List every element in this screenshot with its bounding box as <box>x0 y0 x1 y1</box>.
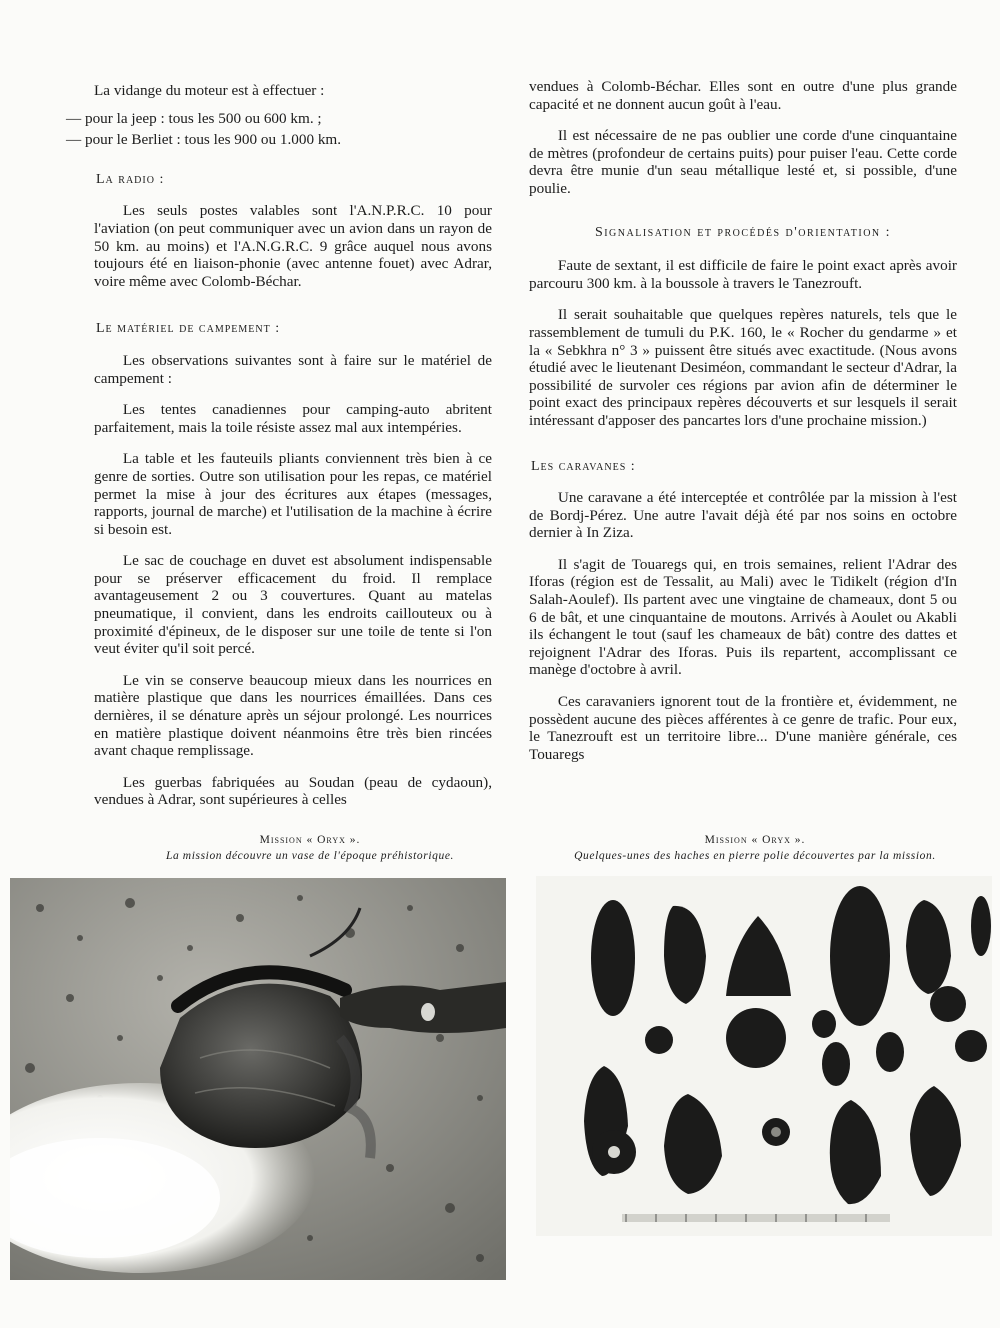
signalisation-paragraph: Il serait souhaitable que quelques repères naturels, tels que le rassemblement de tumuli du P.K. 160, le « Rocher du gendarme » et la « Sebkhra n° 3 » puissent être situés avec exactitude. (Nous avons étudié avec le lieutenant Desiméon, commandant le secteur d'Adrar, la possibilité de survoler ces régions par avion afin de déterminer le point exact des principaux repères découverts et sur lesquels il serait intéressant d'apposer des pancartes lors d'une prochaine mission.) <box>529 306 957 429</box>
campement-paragraph: Les observations suivantes sont à faire sur le matériel de campement : <box>94 351 492 387</box>
figure-caption-left <box>60 832 560 864</box>
stone-axes-illustration <box>536 876 992 1236</box>
stone-axes-photo <box>536 876 992 1236</box>
vase-photo <box>10 878 506 1280</box>
vase-photo-illustration <box>10 878 506 1280</box>
signalisation-paragraph: Faute de sextant, il est difficile de faire le point exact après avoir parcouru 300 km. à la boussole à travers le Tanezrouft. <box>529 257 957 292</box>
campement-paragraph: Le vin se conserve beaucoup mieux dans les nourrices en matière plastique que dans les nourrices émaillées. Dans ces dernières, il se dénature après un séjour prolongé. Les nourrices en matière plastique doivent néanmoins être très bien rincées avant chaque remplissage. <box>94 671 492 760</box>
campement-paragraph: La table et les fauteuils pliants conviennent très bien à ce genre de sorties. Outre son utilisation pour les repas, ce matériel permet la mise à jour des écritures aux étapes (messages, rapports, journal de marche) et l'utilisation de la machine à écrire si besoin est. <box>94 450 492 538</box>
campement-heading: Le matériel de campement : <box>96 321 281 337</box>
vidange-item-berliet: — pour le Berliet : tous les 900 ou 1.000 km. <box>66 131 342 149</box>
figure-title-right: Mission « Oryx ». <box>704 834 806 846</box>
figure-subtitle-left: La mission découvre un vase de l'époque préhistorique. <box>165 850 455 862</box>
caravanes-paragraph: Il s'agit de Touaregs qui, en trois semaines, relient l'Adrar des Iforas (région est de Tessalit, au Mali) avec le Tidikelt (région d'In Salah-Aoulef). Ils partent avec une vingtaine de chameaux, dont 5 ou 6 de bât, et une cinquantaine de moutons. Arrivés à Aoulet ou Akabli ils échangent le tout (sauf les chameaux de bât) contre des dattes et rejoignent l'Adrar des Iforas. Puis ils repartent, accomplissant ce manège d'octobre à avril. <box>529 555 957 679</box>
left-column <box>66 82 492 823</box>
radio-heading: La radio : <box>96 171 165 187</box>
figure-title-left: Mission « Oryx ». <box>259 834 361 846</box>
caravanes-paragraph: Une caravane a été interceptée et contrôlée par la mission à l'est de Bordj-Pérez. Une autre l'avait déjà été par nos soins en octobre dernier à In Ziza. <box>529 489 957 542</box>
right-column <box>529 78 957 777</box>
vidange-list <box>66 109 492 149</box>
campement-paragraph: Le sac de couchage en duvet est absolument indispensable pour se préserver efficacement du froid. Il remplace avantageusement 2 ou 3 couvertures. Quant au matelas pneumatique, il convient, dans les endroits caillouteux ou à proximité d'épineux, de le disposer sur une toile de tente si l'on veut éviter qu'il soit percé. <box>94 552 492 658</box>
figure-subtitle-right: Quelques-unes des haches en pierre polie découvertes par la mission. <box>574 850 936 862</box>
campement-paragraph: Les guerbas fabriquées au Soudan (peau de cydaoun), vendues à Adrar, sont supérieures à celles <box>94 773 492 809</box>
signalisation-heading: Signalisation et procédés d'orientation : <box>594 224 892 240</box>
guerbas-continuation: vendues à Colomb-Béchar. Elles sont en outre d'une plus grande capacité et ne donnent aucun goût à l'eau. <box>529 78 957 113</box>
vidange-item-jeep: — pour la jeep : tous les 500 ou 600 km. ; <box>66 109 322 127</box>
caravanes-paragraph: Ces caravaniers ignorent tout de la frontière et, évidemment, ne possèdent aucune des pièces afférentes à ce genre de trafic. Pour eux, le Tanezrouft est un territoire libre... D'une manière générale, ces Touaregs <box>529 693 957 763</box>
corde-paragraph: Il est nécessaire de ne pas oublier une corde d'une cinquantaine de mètres (profondeur de certains puits) pour puiser l'eau. Cette corde devra être munie d'un seau métallique lesté et, si possible, d'une poulie. <box>529 127 957 197</box>
figure-caption-right <box>520 832 990 864</box>
radio-paragraph: Les seuls postes valables sont l'A.N.P.R.C. 10 pour l'aviation (on peut communiquer avec un avion dans un rayon de 50 km. au moins) et l'A.N.G.R.C. 9 grâce auquel nous avons toujours été en liaison-phonie (avec antenne fouet) avec Adrar, voire même avec Colomb-Béchar. <box>94 202 492 290</box>
campement-paragraph: Les tentes canadiennes pour camping-auto abritent parfaitement, mais la toile résiste assez mal aux intempéries. <box>94 401 492 436</box>
caravanes-heading: Les caravanes : <box>531 458 636 474</box>
vidange-intro: La vidange du moteur est à effectuer : <box>94 82 325 99</box>
